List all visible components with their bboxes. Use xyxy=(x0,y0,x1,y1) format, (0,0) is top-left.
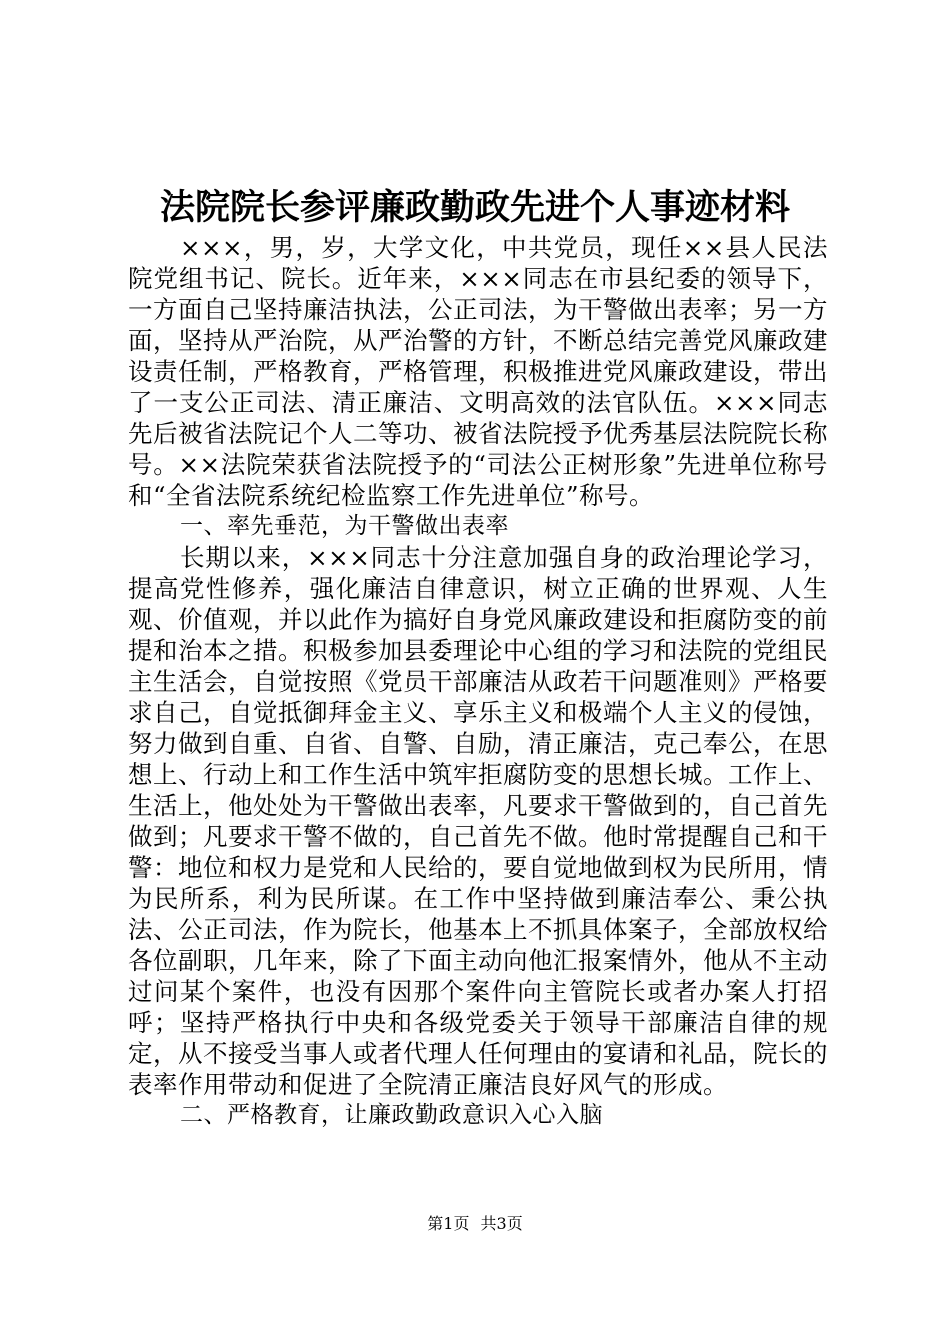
section-heading-1: 一、率先垂范，为干警做出表率 xyxy=(180,513,509,539)
document-title: 法院院长参评廉政勤政先进个人事迹材料 xyxy=(159,187,790,228)
paragraph-intro: ×××，男，岁，大学文化，中共党员，现任××县人民法院党组书记、院长。近年来，×××同志在市县纪委的领导下，一方面自己坚持廉洁执法，公正司法，为干警做出表率；另一方面，坚持从严治院，从严治警的方针，不断总结完善党风廉政建设责任制，严格教育，严格管理，积极推进党风廉政建设，带出了一支公正司法、清正廉洁、文明高效的法官队伍。×××同志先后被省法院记个人二等功、被省法院授予优秀基层法院院长称号。××法院荣获省法院授予的“司法公正树形象”先进单位称号和“全省法院系统纪检监察工作先进单位”称号。 xyxy=(128,233,828,510)
page-total: 共3页 xyxy=(480,1214,523,1233)
page-footer xyxy=(0,1212,950,1236)
section-heading-2: 二、严格教育，让廉政勤政意识入心入脑 xyxy=(180,1102,603,1128)
page-number: 第1页 xyxy=(427,1214,470,1233)
paragraph-section-1: 长期以来，×××同志十分注意加强自身的政治理论学习，提高党性修养，强化廉洁自律意识，树立正确的世界观、人生观、价值观，并以此作为搞好自身党风廉政建设和拒腐防变的前提和治本之措。积极参加县委理论中心组的学习和法院的党组民主生活会，自觉按照《党员干部廉洁从政若干问题准则》严格要求自己，自觉抵御拜金主义、享乐主义和极端个人主义的侵蚀，努力做到自重、自省、自警、自励，清正廉洁，克己奉公，在思想上、行动上和工作生活中筑牢拒腐防变的思想长城。工作上、生活上，他处处为干警做出表率，凡要求干警做到的，自己首先做到；凡要求干警不做的，自己首先不做。他时常提醒自己和干警：地位和权力是党和人民给的，要自觉地做到权为民所用，情为民所系，利为民所谋。在工作中坚持做到廉洁奉公、秉公执法、公正司法，作为院长，他基本上不抓具体案子，全部放权给各位副职，几年来，除了下面主动向他汇报案情外，他从不主动过问某个案件，也没有因那个案件向主管院长或者办案人打招呼；坚持严格执行中央和各级党委关于领导干部廉洁自律的规定，从不接受当事人或者代理人任何理由的宴请和礼品，院长的表率作用带动和促进了全院清正廉洁良好风气的形成。 xyxy=(128,543,828,1099)
document-body xyxy=(128,232,828,1131)
